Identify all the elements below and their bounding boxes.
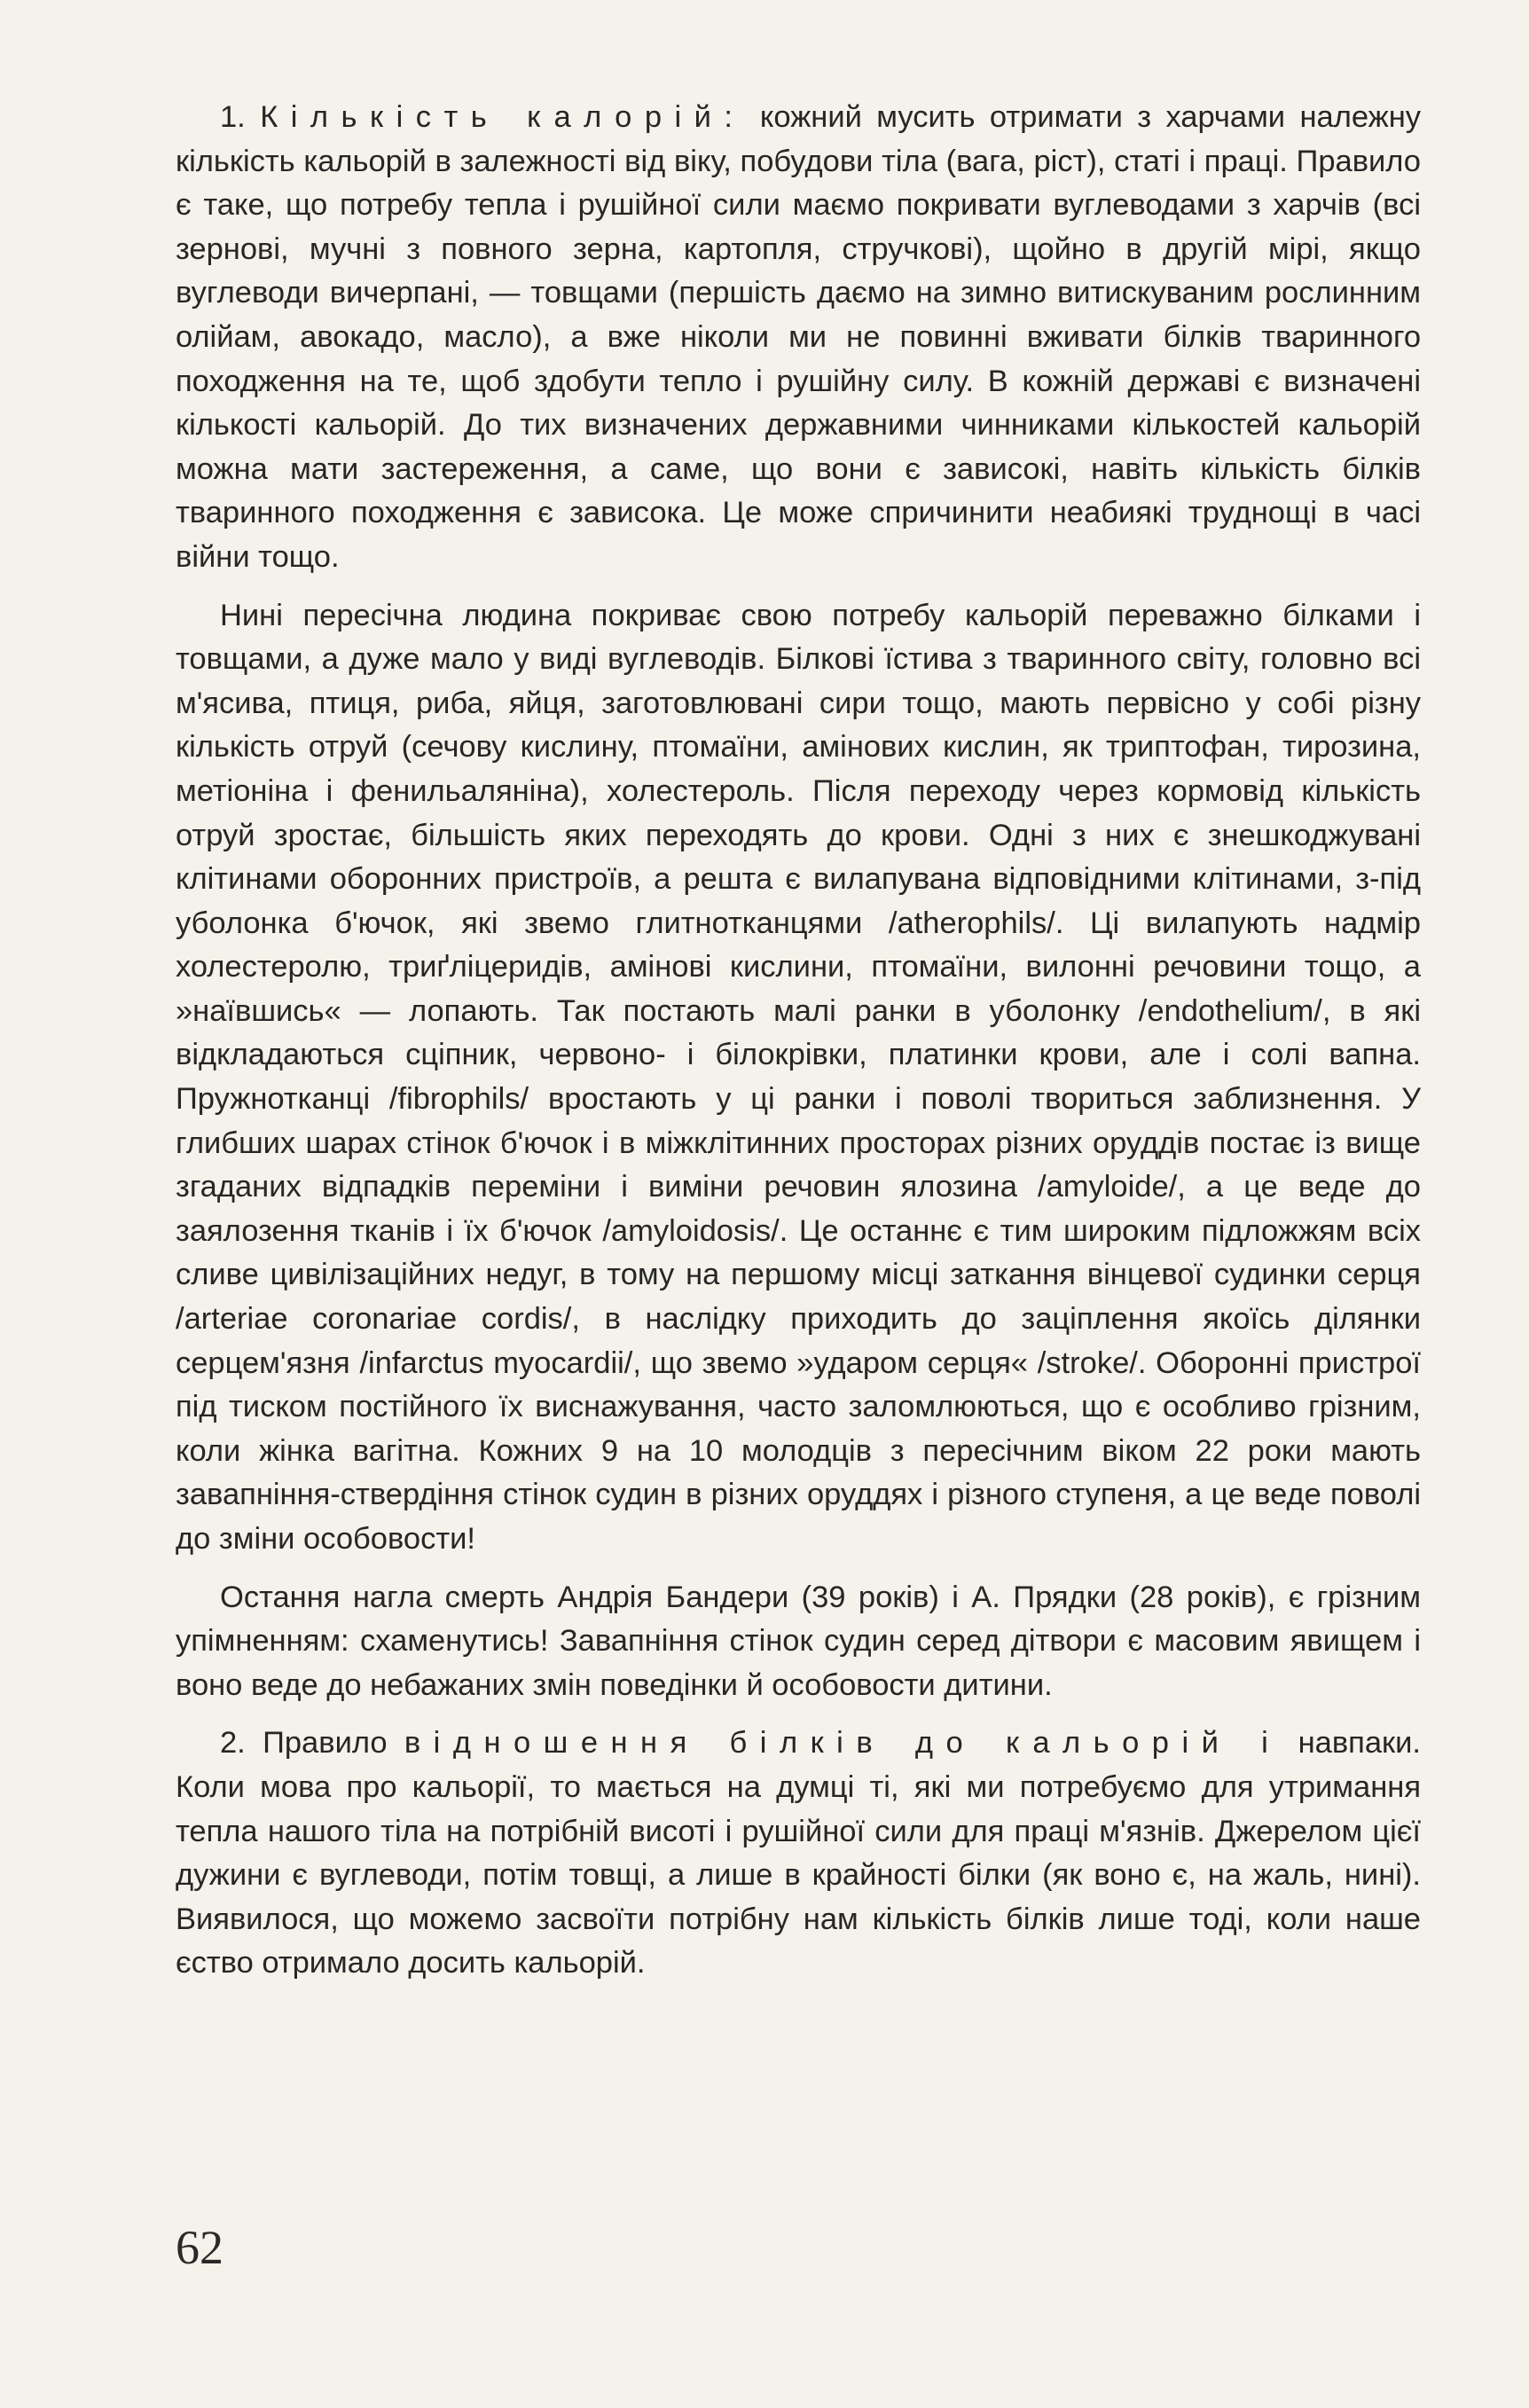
- paragraph-warning: [176, 1576, 1421, 1708]
- paragraph-text: Остання нагла смерть Андрія Бандери (39 років) і А. Прядки (28 років), є грізним упімненням: схаменутись! Завапніння стінок судин серед дітвори є масовим явищем і воно веде до небажаних змін поведінки й особовости дитини.: [176, 1580, 1421, 1702]
- paragraph-text: Нині пересічна людина покриває свою потребу кальорій переважно білками і товщами, а дуже мало у виді вуглеводів. Білкові їстива з тваринного світу, головно всі м'ясива, птиця, риба, яйця, заготовлювані сири тощо, мають первісно у собі різну кількість отруй (сечову кислину, птомаїни, амінових кислин, як триптофан, тирозина, метіоніна і фенильаляніна), холестероль. Після переходу через кормовід кількість отруй зростає, більшість яких переходять до крови. Одні з них є знешкоджувані клітинами оборонних пристроїв, а решта є вилапувана відповідними клітинами, з-під уболонка б'ючок, які звемо глитнотканцями /atherophils/. Ці вилапують надмір холестеролю, триґліцеридів, амінові кислини, птомаїни, вилонні речовини тощо, а »наївшись« — лопають. Так постають малі ранки в уболонку /endothelium/, в які відкладаються сціпник, червоно- і білокрівки, платинки крови, але і солі вапна. Пружнотканці /fibrophils/ вростають у ці ранки і поволі твориться заблизнення. У глибших шарах стінок б'ючок і в міжклітинних просторах різних оруддів постає із вище згаданих відпадків переміни і виміни речовин ялозина /amyloide/, а це веде до заялозення тканів і їх б'ючок /amyloidosis/. Це останнє є тим широким підложжям всіх сливе цивілізаційних недуг, в тому на першому місці заткання вінцевої судинки серця /arteriae coronariae cordis/, в наслідку приходить до заціплення якоїсь ділянки серцем'язня /infarctus myocardii/, що звемо »ударом серця« /stroke/. Оборонні пристрої під тиском постійного їх виснажування, часто заломлюються, що є особливо грізним, коли жінка вагітна. Кожних 9 на 10 молодців з пересічним віком 22 роки мають завапніння-ствердіння стінок судин в різних оруддях і різного ступеня, а це веде поволі до зміни особовости!: [176, 598, 1421, 1556]
- page-body: [176, 96, 1421, 1986]
- paragraph-text: навпаки. Коли мова про кальорії, то мається на думці ті, які ми потребуємо для утримання тепла нашого тіла на потрібній висоті і рушійної сили для праці м'язнів. Джерелом цієї дужини є вуглеводи, потім товщі, а лише в крайності білки (як воно є, на жаль, нині). Виявилося, що можемо засвоїти потрібну нам кількість білків лише тоді, коли наше єство отримало досить кальорій.: [176, 1726, 1421, 1981]
- paragraph-toxins: [176, 594, 1421, 1562]
- section-number-2: 2.: [220, 1726, 246, 1761]
- paragraph-calories: [176, 96, 1421, 580]
- page-number: 62: [176, 2221, 223, 2274]
- section-term-calories: Кількість калорій:: [260, 100, 746, 134]
- paragraph-protein-ratio: [176, 1722, 1421, 1986]
- paragraph-text: кожний мусить отримати з харчами належну кількість кальорій в залежності від віку, побудови тіла (вага, ріст), статі і праці. Правило є таке, що потребу тепла і рушійної сили маємо покривати вуглеводами з харчів (всі зернові, мучні з повного зерна, картопля, стручкові), щойно в другій мірі, якщо вуглеводи вичерпані, — товщами (першість даємо на зимно витискуваним рослинним олійам, авокадо, масло), а вже ніколи ми не повинні вживати білків тваринного походження на те, щоб здобути тепло і рушійну силу. В кожній державі є визначені кількості кальорій. До тих визначених державними чинниками кількостей кальорій можна мати застереження, а саме, що вони є зависокі, навіть кількість білків тваринного походження є зависока. Це може спричинити неабиякі труднощі в часі війни тощо.: [176, 100, 1422, 574]
- section-term-protein-ratio: відношення білків до кальорій і: [404, 1726, 1282, 1761]
- paragraph-lead: Правило: [263, 1726, 388, 1761]
- section-number-1: 1.: [220, 100, 246, 134]
